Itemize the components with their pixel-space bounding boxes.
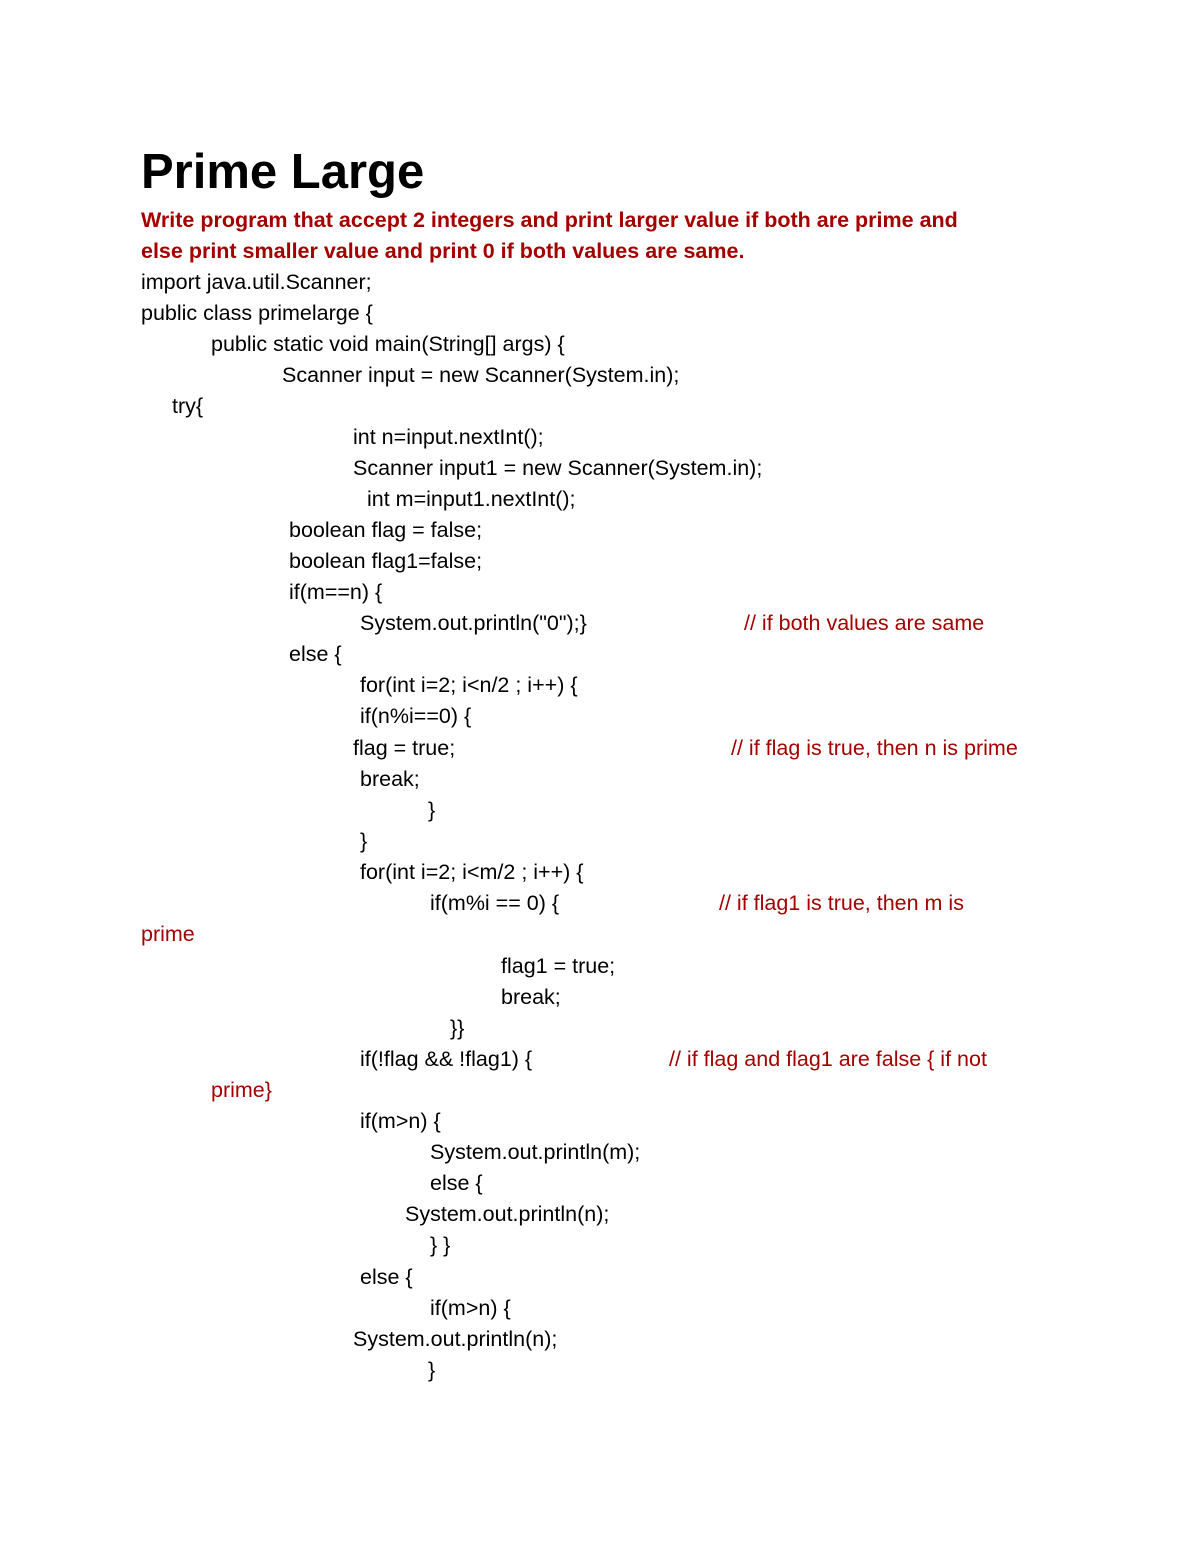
code-line: else { xyxy=(360,1265,413,1289)
code-line: } xyxy=(428,798,436,822)
code-line: try{ xyxy=(172,394,204,418)
code-line: } xyxy=(360,829,368,853)
code-line: System.out.println(n); xyxy=(353,1327,558,1351)
page-title: Prime Large xyxy=(141,145,425,199)
code-comment: // if flag is true, then n is prime xyxy=(731,736,1018,760)
code-line: else { xyxy=(430,1171,483,1195)
code-comment: // if flag1 is true, then m is xyxy=(719,891,964,915)
code-line: public class primelarge { xyxy=(141,301,373,325)
code-line: System.out.println("0");} xyxy=(360,611,587,635)
code-line: System.out.println(m); xyxy=(430,1140,641,1164)
code-line: public static void main(String[] args) { xyxy=(211,332,565,356)
code-comment: prime xyxy=(141,922,195,946)
code-line: break; xyxy=(360,767,420,791)
code-line: } xyxy=(428,1358,436,1382)
code-line: Scanner input = new Scanner(System.in); xyxy=(282,363,680,387)
code-line: for(int i=2; i<m/2 ; i++) { xyxy=(360,860,584,884)
description-line-1: Write program that accept 2 integers and print larger value if both are prime and xyxy=(141,208,958,232)
code-line: int n=input.nextInt(); xyxy=(353,425,544,449)
code-line: int m=input1.nextInt(); xyxy=(367,487,576,511)
description-line-2: else print smaller value and print 0 if both values are same. xyxy=(141,239,745,263)
code-line: flag = true; xyxy=(353,736,456,760)
code-line: else { xyxy=(289,642,342,666)
code-line: System.out.println(n); xyxy=(405,1202,610,1226)
code-line: break; xyxy=(501,985,561,1009)
code-line: boolean flag = false; xyxy=(289,518,483,542)
code-comment: prime} xyxy=(211,1078,272,1102)
code-comment: // if both values are same xyxy=(744,611,985,635)
code-line: flag1 = true; xyxy=(501,954,616,978)
code-comment: // if flag and flag1 are false { if not xyxy=(669,1047,987,1071)
code-line: }} xyxy=(450,1016,465,1040)
code-line: if(!flag && !flag1) { xyxy=(360,1047,533,1071)
code-line: for(int i=2; i<n/2 ; i++) { xyxy=(360,673,578,697)
code-line: if(m>n) { xyxy=(360,1109,441,1133)
code-line: if(m>n) { xyxy=(430,1296,511,1320)
code-line: } } xyxy=(430,1233,451,1257)
code-line: Scanner input1 = new Scanner(System.in); xyxy=(353,456,763,480)
code-line: if(m==n) { xyxy=(289,580,383,604)
code-line: if(n%i==0) { xyxy=(360,704,472,728)
code-line: boolean flag1=false; xyxy=(289,549,483,573)
code-line: if(m%i == 0) { xyxy=(430,891,560,915)
code-line: import java.util.Scanner; xyxy=(141,270,372,294)
